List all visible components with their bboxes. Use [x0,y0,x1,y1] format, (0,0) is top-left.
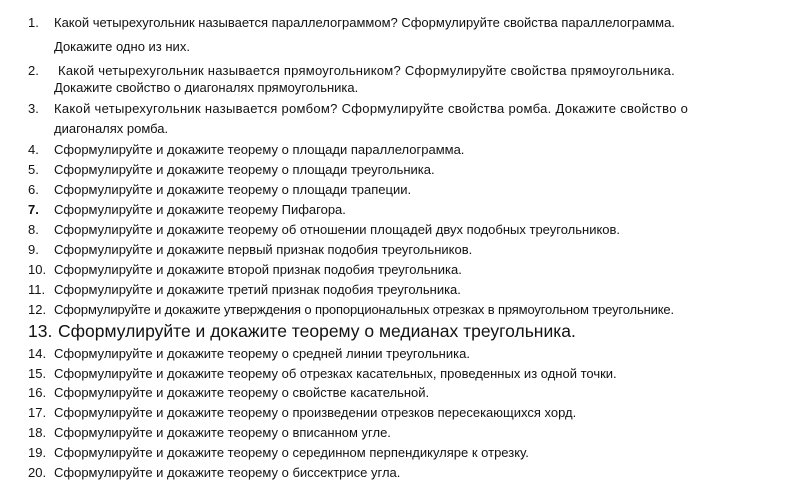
item-text: Сформулируйте и докажите теорему Пифагора. [54,202,346,217]
item-number: 8. [28,222,39,237]
item-number: 1. [28,15,39,30]
item-text: Какой четырехугольник называется прямоугольником? Сформулируйте свойства прямоугольника. [58,63,676,78]
item-number: 17. [28,405,47,420]
item-number: 5. [28,162,39,177]
item-number: 6. [28,182,39,197]
item-text: Сформулируйте и докажите теорему об отрезках касательных, проведенных из одной точки. [54,366,617,381]
item-number: 12. [28,302,47,317]
item-text: Сформулируйте и докажите теорему о произведении отрезков пересекающихся хорд. [54,405,577,420]
item-number: 20. [28,465,47,480]
item-number: 11. [28,282,46,297]
item-text: Сформулируйте и докажите утверждения о пропорциональных отрезках в прямоугольном треугольнике. [54,302,674,317]
item-text-continuation: диагоналях ромба. [54,121,169,136]
item-text-continuation: Докажите свойство о диагоналях прямоугольника. [54,80,359,95]
item-text: Какой четырехугольник называется ромбом? Сформулируйте свойства ромба. Докажите свойство о [54,101,689,116]
item-number: 9. [28,242,39,257]
item-text-continuation: Докажите одно из них. [54,39,190,54]
item-text: Сформулируйте и докажите теорему о площади треугольника. [54,162,435,177]
item-number: 4. [28,142,39,157]
item-text: Какой четырехугольник называется параллелограммом? Сформулируйте свойства параллелограмма. [54,15,675,30]
item-number: 3. [28,101,39,116]
item-text: Сформулируйте и докажите второй признак подобия треугольника. [54,262,462,277]
item-number: 7. [28,202,39,217]
item-text: Сформулируйте и докажите теорему о площади параллелограмма. [54,142,465,157]
item-text: Сформулируйте и докажите теорему о вписанном угле. [54,425,391,440]
item-text: Сформулируйте и докажите теорему об отношении площадей двух подобных треугольников. [54,222,621,237]
item-text: Сформулируйте и докажите теорему о площади трапеции. [54,182,412,197]
item-text: Сформулируйте и докажите теорему о медианах треугольника. [58,321,576,341]
item-number: 19. [28,445,47,460]
item-number: 2. [28,63,39,78]
item-text: Сформулируйте и докажите теорему о биссектрисе угла. [54,465,401,480]
item-text: Сформулируйте и докажите первый признак подобия треугольников. [54,242,473,257]
item-number: 18. [28,425,47,440]
item-number: 15. [28,366,47,381]
item-text: Сформулируйте и докажите теорему о серединном перпендикуляре к отрезку. [54,445,529,460]
item-number: 16. [28,385,47,400]
item-text: Сформулируйте и докажите теорему о свойстве касательной. [54,385,430,400]
item-number: 10. [28,262,47,277]
item-text: Сформулируйте и докажите третий признак подобия треугольника. [54,282,461,297]
item-number: 14. [28,346,47,361]
item-text: Сформулируйте и докажите теорему о средней линии треугольника. [54,346,470,361]
item-number: 13. [28,321,53,341]
